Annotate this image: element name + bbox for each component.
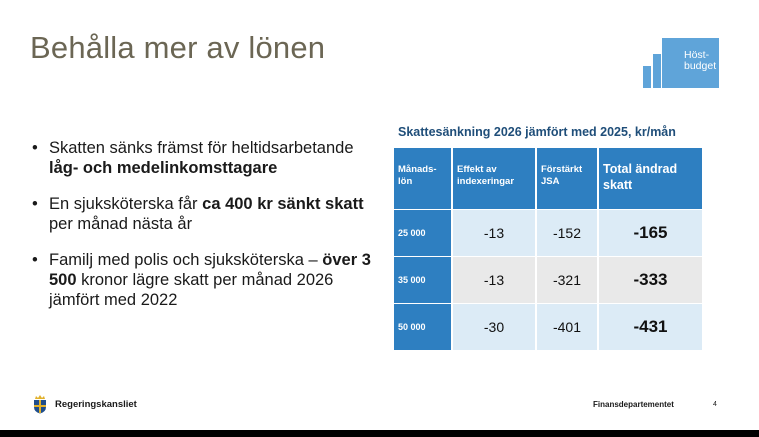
bullet-item: • En sjuksköterska får ca 400 kr sänkt skatt per månad nästa år bbox=[30, 194, 375, 234]
slide-title: Behålla mer av lönen bbox=[30, 30, 326, 65]
bottom-bar bbox=[0, 430, 759, 437]
row-salary: 50 000 bbox=[394, 303, 452, 350]
row-total: -333 bbox=[598, 256, 703, 303]
footer-org: Regeringskansliet bbox=[55, 399, 137, 410]
header-index: Effekt av indexeringar bbox=[452, 148, 536, 209]
header-salary: Månads-lön bbox=[394, 148, 452, 209]
logo-bar-tall bbox=[653, 54, 661, 88]
bullet-item: • Familj med polis och sjuksköterska – över 3 500 kronor lägre skatt per månad 2026 jämfört med 2022 bbox=[30, 250, 375, 310]
bullet-list bbox=[30, 138, 375, 326]
row-jsa: -401 bbox=[536, 303, 598, 350]
row-salary: 35 000 bbox=[394, 256, 452, 303]
row-index: -13 bbox=[452, 256, 536, 303]
row-total: -165 bbox=[598, 209, 703, 256]
table-row bbox=[394, 256, 703, 303]
logo-text: Höst- budget bbox=[684, 49, 717, 72]
tax-table bbox=[394, 148, 704, 350]
row-salary: 25 000 bbox=[394, 209, 452, 256]
footer-department: Finansdepartementet bbox=[593, 400, 674, 409]
crown-crest-icon bbox=[32, 394, 48, 414]
row-total: -431 bbox=[598, 303, 703, 350]
table-row bbox=[394, 209, 703, 256]
row-jsa: -321 bbox=[536, 256, 598, 303]
table-row bbox=[394, 303, 703, 350]
table-title: Skattesänkning 2026 jämfört med 2025, kr/mån bbox=[398, 125, 676, 139]
row-index: -30 bbox=[452, 303, 536, 350]
row-jsa: -152 bbox=[536, 209, 598, 256]
logo-bar-short bbox=[643, 66, 651, 88]
bullet-item: • Skatten sänks främst för heltidsarbetande låg- och medelinkomsttagare bbox=[30, 138, 375, 178]
row-index: -13 bbox=[452, 209, 536, 256]
page-number: 4 bbox=[713, 401, 717, 408]
table-header-row bbox=[394, 148, 703, 209]
hostbudget-logo bbox=[643, 38, 721, 88]
header-jsa: Förstärkt JSA bbox=[536, 148, 598, 209]
header-total: Total ändrad skatt bbox=[598, 148, 703, 209]
